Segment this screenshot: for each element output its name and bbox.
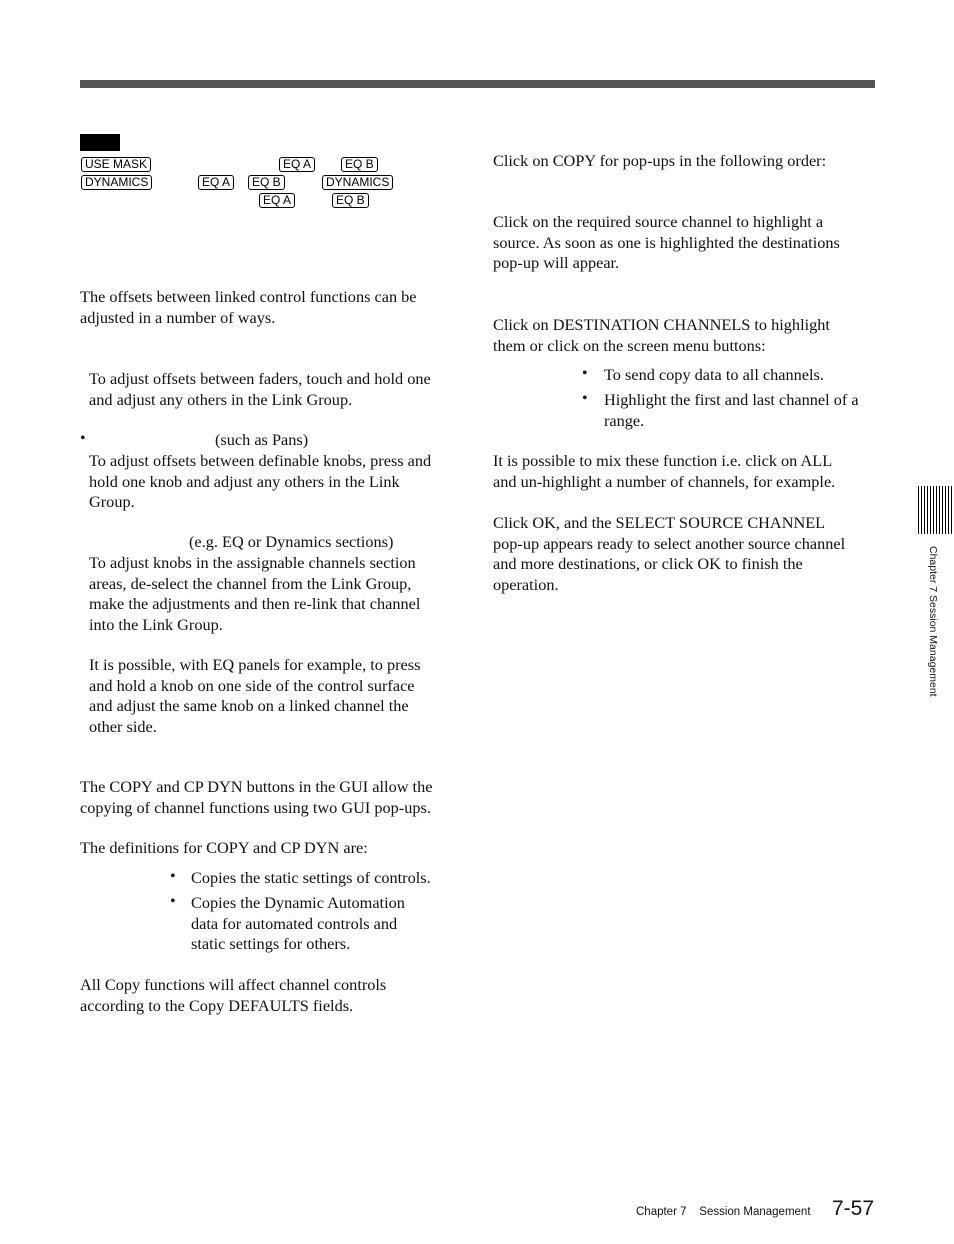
knobs-label: (such as Pans) <box>215 430 309 449</box>
copy-defaults-paragraph: All Copy functions will affect channel controls according to the Copy DEFAULTS fields. <box>80 975 387 1015</box>
bullet-icon: • <box>582 390 588 407</box>
mix-paragraph: It is possible to mix these function i.e. click on ALL and un-highlight a number of channels, for example. <box>493 451 836 491</box>
dynamics-button: DYNAMICS <box>81 175 152 190</box>
faders-paragraph: To adjust offsets between faders, touch and hold one and adjust any others in the Link Group. <box>89 369 431 409</box>
bullet-icon: • <box>170 893 176 910</box>
bullet-icon: • <box>582 365 588 382</box>
footer-chapter: Chapter 7 Session Management <box>636 1206 811 1218</box>
knobs-bullet: • <box>80 430 86 447</box>
all-item: To send copy data to all channels. <box>604 365 824 384</box>
chapter-tab-stripes <box>918 486 954 534</box>
definitions-heading: The definitions for COPY and CP DYN are: <box>80 838 368 857</box>
click-copy-paragraph: Click on COPY for pop-ups in the following order: <box>493 151 827 170</box>
source-paragraph: Click on the required source channel to highlight a source. As soon as one is highlighted the destinations pop-up will appear. <box>493 212 840 272</box>
dynamics-button: DYNAMICS <box>322 175 393 190</box>
bullet-icon: • <box>170 868 176 885</box>
ok-paragraph: Click OK, and the SELECT SOURCE CHANNEL pop-up appears ready to select another source channel and more destinations, or click OK to finish the operation. <box>493 513 846 594</box>
eq-a-button: EQ A <box>259 193 295 208</box>
eq-b-button: EQ B <box>248 175 285 190</box>
sections-paragraph: To adjust knobs in the assignable channels section areas, de-select the channel from the Link Group, make the adjustments and then re-link that channel into the Link Group. <box>89 553 421 634</box>
def-copy: Copies the static settings of controls. <box>191 868 431 887</box>
eq-b-button: EQ B <box>332 193 369 208</box>
eq-a-button: EQ A <box>279 157 315 172</box>
note-tag <box>80 134 120 151</box>
def-cpdyn: Copies the Dynamic Automation data for automated controls and static settings for others. <box>191 893 405 953</box>
eq-a-button: EQ A <box>198 175 234 190</box>
chapter-side-label: Chapter 7 Session Management <box>927 546 939 697</box>
knobs-paragraph: To adjust offsets between definable knobs, press and hold one knob and adjust any others in the Link Group. <box>89 451 432 511</box>
eq-b-button: EQ B <box>341 157 378 172</box>
use-mask-button: USE MASK <box>81 157 151 172</box>
copy-intro: The COPY and CP DYN buttons in the GUI allow the copying of channel functions using two GUI pop-ups. <box>80 777 433 817</box>
page-number: 7-57 <box>832 1197 875 1220</box>
header-rule <box>80 80 875 88</box>
sections-label: (e.g. EQ or Dynamics sections) <box>189 532 394 551</box>
eq-panels-paragraph: It is possible, with EQ panels for example, to press and hold a knob on one side of the control surface and adjust the same knob on a linked channel the other side. <box>89 655 421 736</box>
range-item: Highlight the first and last channel of a range. <box>604 390 859 430</box>
offsets-intro: The offsets between linked control functions can be adjusted in a number of ways. <box>80 287 417 327</box>
destination-paragraph: Click on DESTINATION CHANNELS to highlight them or click on the screen menu buttons: <box>493 315 830 355</box>
